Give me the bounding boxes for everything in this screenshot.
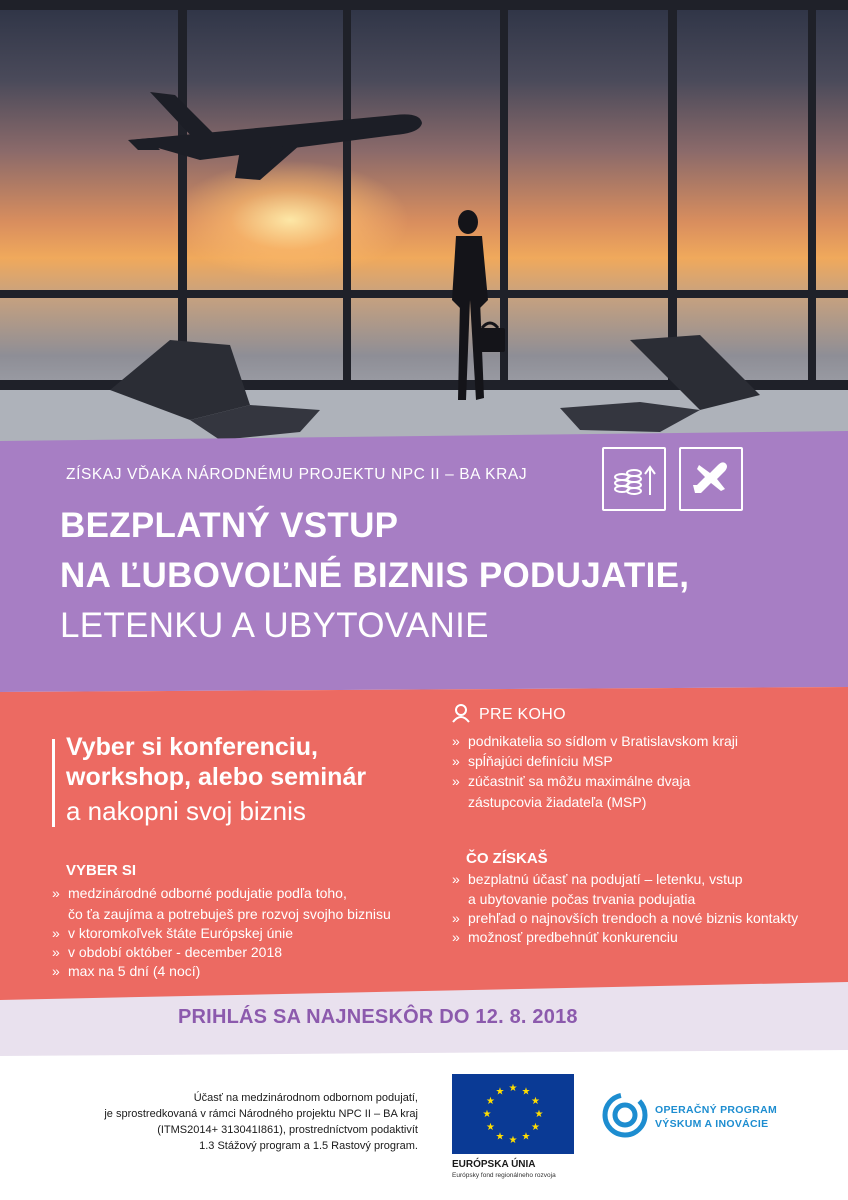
subtitle: ZÍSKAJ VĎAKA NÁRODNÉMU PROJEKTU NPC II – BA KRAJ [66,466,528,483]
eu-title: EURÓPSKA ÚNIA [452,1159,536,1170]
list-item-continued: čo ťa zaujíma a potrebuješ pre rozvoj svojho biznisu [68,906,391,922]
svg-text:★: ★ [521,1131,531,1143]
intro-line-2: workshop, alebo seminár [66,763,367,791]
svg-text:★: ★ [495,1131,505,1143]
intro-line-1: Vyber si konferenciu, [66,733,318,761]
op-line-2: VÝSKUM A INOVÁCIE [655,1118,769,1130]
title-line-3: LETENKU A UBYTOVANIE [60,606,489,645]
op-line-1: OPERAČNÝ PROGRAM [655,1104,778,1116]
list-item: » prehľad o najnovších trendoch a nové biznis kontakty [452,910,799,926]
list-item: » možnosť predbehnúť konkurenciu [452,929,678,945]
intro-accent-bar [52,739,55,827]
eu-subtitle: Európsky fond regionálneho rozvoja [452,1172,556,1179]
list-item: » spĺňajúci definíciu MSP [452,753,613,769]
svg-text:★: ★ [531,1096,540,1107]
title-line-1: BEZPLATNÝ VSTUP [60,506,399,545]
businesswoman-silhouette [0,0,848,445]
intro-line-3: a nakopni svoj biznis [66,796,306,826]
eu-flag-logo [452,1074,574,1154]
pre-koho-title: PRE KOHO [479,706,566,723]
list-item: » max na 5 dní (4 nocí) [52,963,201,979]
svg-text:★: ★ [486,1122,495,1133]
hero-photo [0,0,848,445]
list-item: » v ktoromkoľvek štáte Európskej únie [52,925,294,941]
svg-text:★: ★ [486,1096,495,1107]
co-ziskas-title: ČO ZÍSKAŠ [466,850,548,867]
svg-text:★: ★ [482,1109,492,1120]
list-item-continued: a ubytovanie počas trvania podujatia [468,891,696,907]
svg-text:★: ★ [495,1086,505,1098]
list-item: » zúčastniť sa môžu maximálne dvaja [452,773,691,789]
list-item: » bezplatnú účasť na podujatí – letenku, vstup [452,871,743,887]
vyber-si-title: VYBER SI [66,862,137,879]
person-icon [451,703,471,723]
list-item: » podnikatelia so sídlom v Bratislavskom kraji [452,733,738,749]
list-item: » medzinárodné odborné podujatie podľa toho, [52,885,347,901]
money-growth-icon [602,447,666,511]
airplane-icon [679,447,743,511]
svg-text:★: ★ [534,1109,544,1120]
list-item-continued: zástupcovia žiadateľa (MSP) [468,794,647,810]
svg-text:★: ★ [508,1135,518,1146]
svg-text:★: ★ [508,1083,518,1094]
op-vai-logo-icon [600,1090,650,1140]
list-item: » v období október - december 2018 [52,944,283,960]
footer-note: Účasť na medzinárodnom odbornom podujatí, je sprostredkovaná v rámci Národného projektu NPC II – BA kraj (ITMS2014+ 313041I861), prostredníctvom podaktivít 1.3 Stážový program a 1.5 Rastový program. [104,1092,418,1152]
deadline-cta: PRIHLÁS SA NAJNESKÔR DO 12. 8. 2018 [178,1006,578,1028]
svg-text:★: ★ [521,1086,531,1098]
title-line-2: NA ĽUBOVOĽNÉ BIZNIS PODUJATIE, [60,556,690,595]
svg-text:★: ★ [531,1122,540,1133]
